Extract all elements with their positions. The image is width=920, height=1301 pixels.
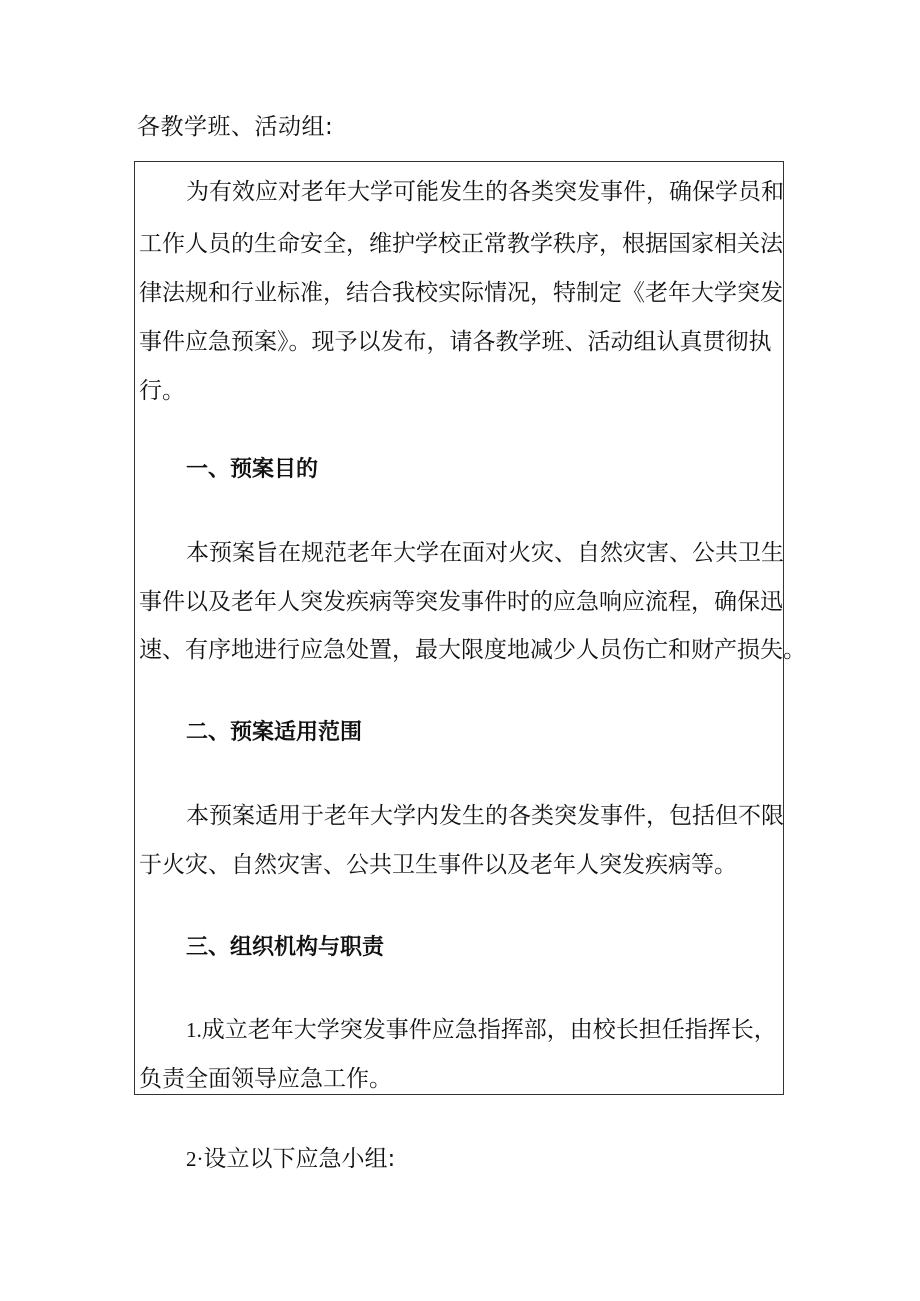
section3-item1-line-2: 负责全面领导应急工作。: [139, 1066, 392, 1092]
section3-title: 三、组织机构与职责: [186, 935, 385, 960]
section2-line-2: 于火灾、自然灾害、公共卫生事件以及老年人突发疾病等。: [139, 852, 737, 878]
section3-item2-line: [186, 1141, 395, 1177]
section1-line-1: 本预案旨在规范老年大学在面对火灾、自然灾害、公共卫生: [186, 540, 784, 566]
section3-item1-line-1: [186, 1012, 777, 1048]
intro-line-1: 为有效应对老年大学可能发生的各类突发事件，确保学员和: [186, 179, 784, 205]
section2-line-1: 本预案适用于老年大学内发生的各类突发事件，包括但不限: [186, 803, 784, 829]
section1-line-3: 速、有序地进行应急处置，最大限度地减少人员伤亡和财产损失。: [139, 637, 806, 663]
intro-line-5: 行。: [139, 378, 185, 404]
intro-line-3: 律法规和行业标准，结合我校实际情况，特制定《老年大学突发: [139, 280, 783, 306]
section3-item1-text: 成立老年大学突发事件应急指挥部，由校长担任指挥长，: [201, 1017, 777, 1043]
section1-title: 一、预案目的: [186, 457, 319, 482]
section3-item1-number: 1.: [186, 1018, 202, 1042]
section1-line-2: 事件以及老年人突发疾病等突发事件时的应急响应流程，确保迅: [139, 589, 783, 615]
salutation: 各教学班、活动组:: [137, 114, 334, 140]
section3-item2-text: 设立以下应急小组:: [203, 1146, 396, 1172]
section3-item2-number: 2·: [186, 1147, 204, 1171]
intro-line-2: 工作人员的生命安全，维护学校正常教学秩序，根据国家相关法: [139, 231, 783, 257]
intro-line-4: 事件应急预案》。现予以发布，请各教学班、活动组认真贯彻执: [139, 329, 772, 355]
section2-title: 二、预案适用范围: [186, 720, 363, 745]
